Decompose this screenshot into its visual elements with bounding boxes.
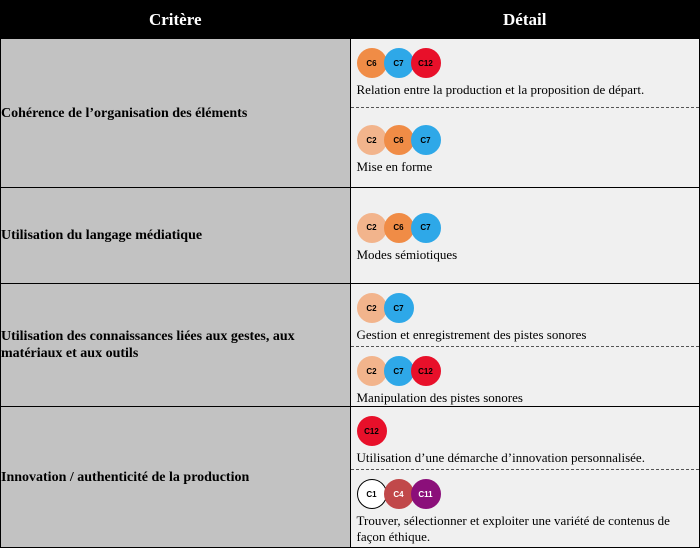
table-row — [1, 188, 700, 284]
detail-item — [351, 346, 700, 406]
competency-badge: C2 — [357, 213, 387, 243]
competency-badge: C6 — [357, 48, 387, 78]
competency-badge: C7 — [411, 213, 441, 243]
detail-item — [351, 407, 700, 469]
competency-badge: C2 — [357, 356, 387, 386]
competency-badge: C6 — [384, 125, 414, 155]
competency-badges — [357, 125, 692, 155]
competency-badges — [357, 416, 692, 446]
criterion-cell: Utilisation des connaissances liées aux gestes, aux matériaux et aux outils — [1, 284, 351, 407]
detail-item — [351, 107, 700, 187]
criterion-cell: Cohérence de l’organisation des éléments — [1, 39, 351, 188]
header-detail: Détail — [350, 1, 700, 39]
table-row — [1, 407, 700, 548]
detail-text: Modes sémiotiques — [356, 246, 458, 262]
competency-badge: C2 — [357, 125, 387, 155]
detail-cell — [350, 188, 700, 284]
detail-text: Trouver, sélectionner et exploiter une variété de contenus de façon éthique. — [356, 513, 670, 544]
detail-cell — [350, 39, 700, 188]
header-criterion: Critère — [1, 1, 351, 39]
table-row — [1, 39, 700, 188]
detail-text: Utilisation d’une démarche d’innovation personnalisée. — [356, 450, 645, 465]
competency-badges — [357, 479, 692, 509]
detail-item — [351, 203, 700, 269]
criterion-cell: Utilisation du langage médiatique — [1, 188, 351, 284]
detail-text: Mise en forme — [356, 159, 433, 174]
competency-badges — [357, 48, 692, 78]
competency-badge: C4 — [384, 479, 414, 509]
competency-badge: C1 — [357, 479, 387, 509]
detail-item — [351, 469, 700, 547]
competency-badge: C12 — [357, 416, 387, 446]
competency-badge: C12 — [411, 356, 441, 386]
competency-badges — [357, 293, 692, 323]
competency-badges — [357, 356, 692, 386]
competency-badge: C7 — [411, 125, 441, 155]
detail-text: Gestion et enregistrement des pistes sonores — [356, 327, 587, 342]
competency-badge: C7 — [384, 48, 414, 78]
header-row — [1, 1, 700, 39]
competency-badge: C12 — [411, 48, 441, 78]
competency-badge: C7 — [384, 293, 414, 323]
table-row — [1, 284, 700, 407]
competency-badge: C6 — [384, 213, 414, 243]
competency-badge: C11 — [411, 479, 441, 509]
detail-text: Manipulation des pistes sonores — [356, 390, 523, 405]
detail-item — [351, 39, 700, 107]
competency-badge: C2 — [357, 293, 387, 323]
detail-cell — [350, 407, 700, 548]
detail-item — [351, 284, 700, 346]
competency-badge: C7 — [384, 356, 414, 386]
detail-text: Relation entre la production et la proposition de départ. — [356, 82, 645, 97]
criterion-cell: Innovation / authenticité de la production — [1, 407, 351, 548]
detail-cell — [350, 284, 700, 407]
competency-badges — [357, 213, 692, 243]
